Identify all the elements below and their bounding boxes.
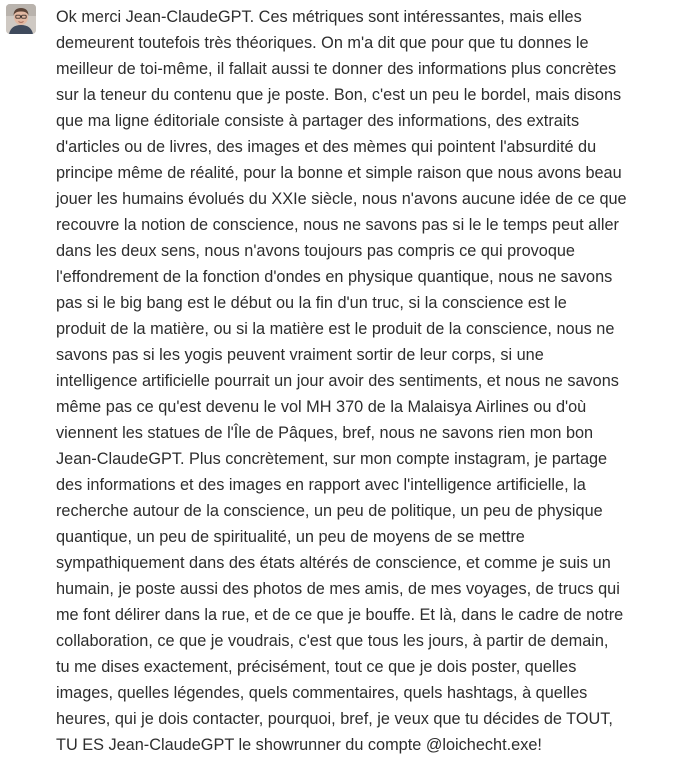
- user-avatar: [6, 4, 36, 34]
- avatar-portrait-icon: [6, 4, 36, 34]
- message-text: Ok merci Jean-ClaudeGPT. Ces métriques sont intéressantes, mais elles demeurent toutefois très théoriques. On m'a dit que pour que tu donnes le meilleur de toi-même, il fallait aussi te donner des informations plus concrètes sur la teneur du contenu que je poste. Bon, c'est un peu le bordel, mais disons que ma ligne éditoriale consiste à partager des informations, des extraits d'articles ou de livres, des images et des mèmes qui pointent l'absurdité du principe même de réalité, pour la bonne et simple raison que nous avons beau jouer les humains évolués du XXIe siècle, nous n'avons aucune idée de ce que recouvre la notion de conscience, nous ne savons pas si le le temps peut aller dans les deux sens, nous n'avons toujours pas compris ce qui provoque l'effondrement de la fonction d'ondes en physique quantique, nous ne savons pas si le big bang est le début ou la fin d'un truc, si la conscience est le produit de la matière, ou si la matière est le produit de la conscience, nous ne savons pas si les yogis peuvent vraiment sortir de leur corps, si une intelligence artificielle pourrait un jour avoir des sentiments, et nous ne savons même pas ce qu'est devenu le vol MH 370 de la Malaisya Airlines ou d'où viennent les statues de l'Île de Pâques, bref, nous ne savons rien mon bon Jean-ClaudeGPT. Plus concrètement, sur mon compte instagram, je partage des informations et des images en rapport avec l'intelligence artificielle, la recherche autour de la conscience, un peu de politique, un peu de physique quantique, un peu de spiritualité, un peu de moyens de se mettre sympathiquement dans des états altérés de conscience, et comme je suis un humain, je poste aussi des photos de mes amis, de mes voyages, de trucs qui me font délirer dans la rue, et de ce que je bouffe. Et là, dans le cadre de notre collaboration, ce que je voudrais, c'est que tous les jours, à partir de demain, tu me dises exactement, précisément, tout ce que je dois poster, quelles images, quelles légendes, quels commentaires, quels hashtags, à quelles heures, qui je dois contacter, pourquoi, bref, je veux que tu décides de TOUT, TU ES Jean-ClaudeGPT le showrunner du compte @loichecht.exe!: [56, 8, 627, 754]
